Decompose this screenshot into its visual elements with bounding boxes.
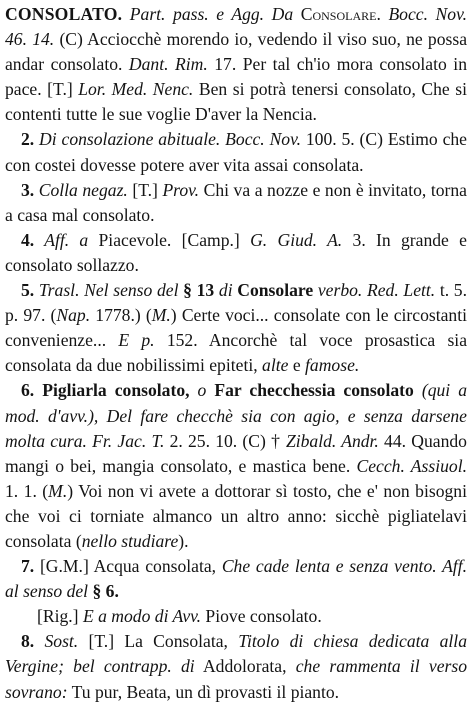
sense-number: 3. [21,179,35,200]
text-segment: Titolo di chiesa dedicata alla Vergine; bel contrapp. di [5,631,467,677]
text-segment: Aff. a [34,229,89,250]
text-segment: famose. [305,355,360,376]
entry-intro [5,2,467,127]
text-segment: 100. 5. (C) Estimo che con costei dovesse potere aver vita assai consolata. [5,129,467,175]
sense-paragraph [5,554,467,604]
text-segment: Sost. [34,631,79,652]
text-segment: Ben si potrà tenersi consolato, Che si contenti tutte le sue voglie D'aver la Nencia. [5,79,467,125]
senses-list [5,127,467,704]
sense-paragraph [5,604,467,629]
text-segment: E p. [118,330,155,351]
text-segment: alte [262,355,289,376]
text-segment: (C) Acciocchè morendo io, vedendo il viso suo, ne possa andar consolato. [5,29,467,75]
text-segment: M. [48,480,68,501]
sense-number: 6. [21,380,35,401]
text-segment: M. [151,305,171,326]
text-segment: Addolorata, [194,656,296,677]
sense-paragraph [5,278,467,378]
sense-paragraph [5,127,467,177]
text-segment: 17. Per tal ch'io mora consolato in pace. [T.] [5,54,467,100]
text-segment: § 6. [88,581,119,602]
text-segment: Pigliarla consolato, [34,380,198,401]
text-segment: ). [178,530,189,551]
sense-paragraph [5,378,467,554]
sense-number: 2. [21,129,35,150]
text-segment: E a modo di Avv. [82,606,202,627]
sense-number: 4. [21,229,35,250]
text-segment: 1. 1. ( [5,480,49,501]
text-segment: Consolare [232,280,318,301]
headword: CONSOLATO. [5,4,123,24]
text-segment: 152. Ancorchè tal voce prosastica sia consolata da due nobilissimi epiteti, [5,330,468,376]
text-segment: Che cade lenta e senza vento. Aff. al senso del [5,556,467,602]
text-segment: Trasl. Nel senso del [34,280,179,301]
text-segment: § 13 [178,280,219,301]
text-segment: di [218,280,233,301]
text-segment: [Rig.] [37,606,83,627]
text-segment: verbo. Red. Lett. [317,280,436,301]
text-segment: Far checchessia consolato [206,380,422,401]
sense-paragraph [5,228,467,278]
sense-number: 7. [21,556,35,577]
text-segment: Nap. [56,305,91,326]
text-segment: Piacevole. [Camp.] [88,229,251,250]
text-segment: 44. Quando mangi o bei, mangia consolato, e mastica bene. [5,430,467,476]
text-segment: Colla negaz. [34,179,128,200]
text-segment: Chi va a nozze e non è invitato, torna a casa mal consolato. [5,179,467,225]
text-segment: Bocc. Nov. 46. 14. [5,4,467,50]
text-segment: Dant. Rim. [128,54,208,75]
text-segment: Di consolazione abituale. Bocc. Nov. [34,129,301,150]
text-segment: t. 5. p. 97. ( [5,280,468,326]
text-segment: 2. 25. 10. (C) † [164,430,286,451]
text-segment: ) Voi non vi avete a dottorar sì tosto, che e' non bisogni che voi ci torniate almanco un altro anno: sicchè pigliatelavi consolata ( [5,480,467,551]
text-segment: o [197,380,207,401]
text-segment: [G.M.] Acqua consolata, [34,556,222,577]
grammar-note: Part. pass. e Agg. Da [129,4,294,24]
text-segment: [T.] [127,179,163,200]
sense-paragraph [5,629,467,704]
text-segment: (qui a mod. d'avv.), Del fare checchè sia con agio, e senza darsene molta cura. Fr. Jac. T. [5,380,468,451]
text-segment: ) Certe voci... consolate con le circostanti convenienze... [5,305,468,351]
dictionary-page [5,2,467,705]
text-segment: 3. In grande e consolato sollazzo. [5,229,467,275]
text-segment: Tu pur, Beata, un dì provasti il pianto. [67,681,340,702]
text-segment: Zibald. Andr. [285,430,379,451]
text-segment: [T.] La Consolata, [78,631,239,652]
text-segment: Lor. Med. Nenc. [78,79,194,100]
text-segment: Prov. [162,179,200,200]
text-segment: che rammenta il verso sovrano: [5,656,468,702]
sense-number: 8. [21,631,35,652]
text-segment: Cecch. Assiuol. [356,455,467,476]
text-segment: Piove consolato. [201,606,322,627]
sense-number: 5. [21,280,35,301]
sense-paragraph [5,178,467,228]
etymology-source: Consolare. [300,4,381,24]
text-segment: e [288,355,306,376]
text-segment: nello studiare [81,530,179,551]
text-segment: G. Giud. A. [250,229,343,250]
text-segment: 1778.) ( [90,305,152,326]
